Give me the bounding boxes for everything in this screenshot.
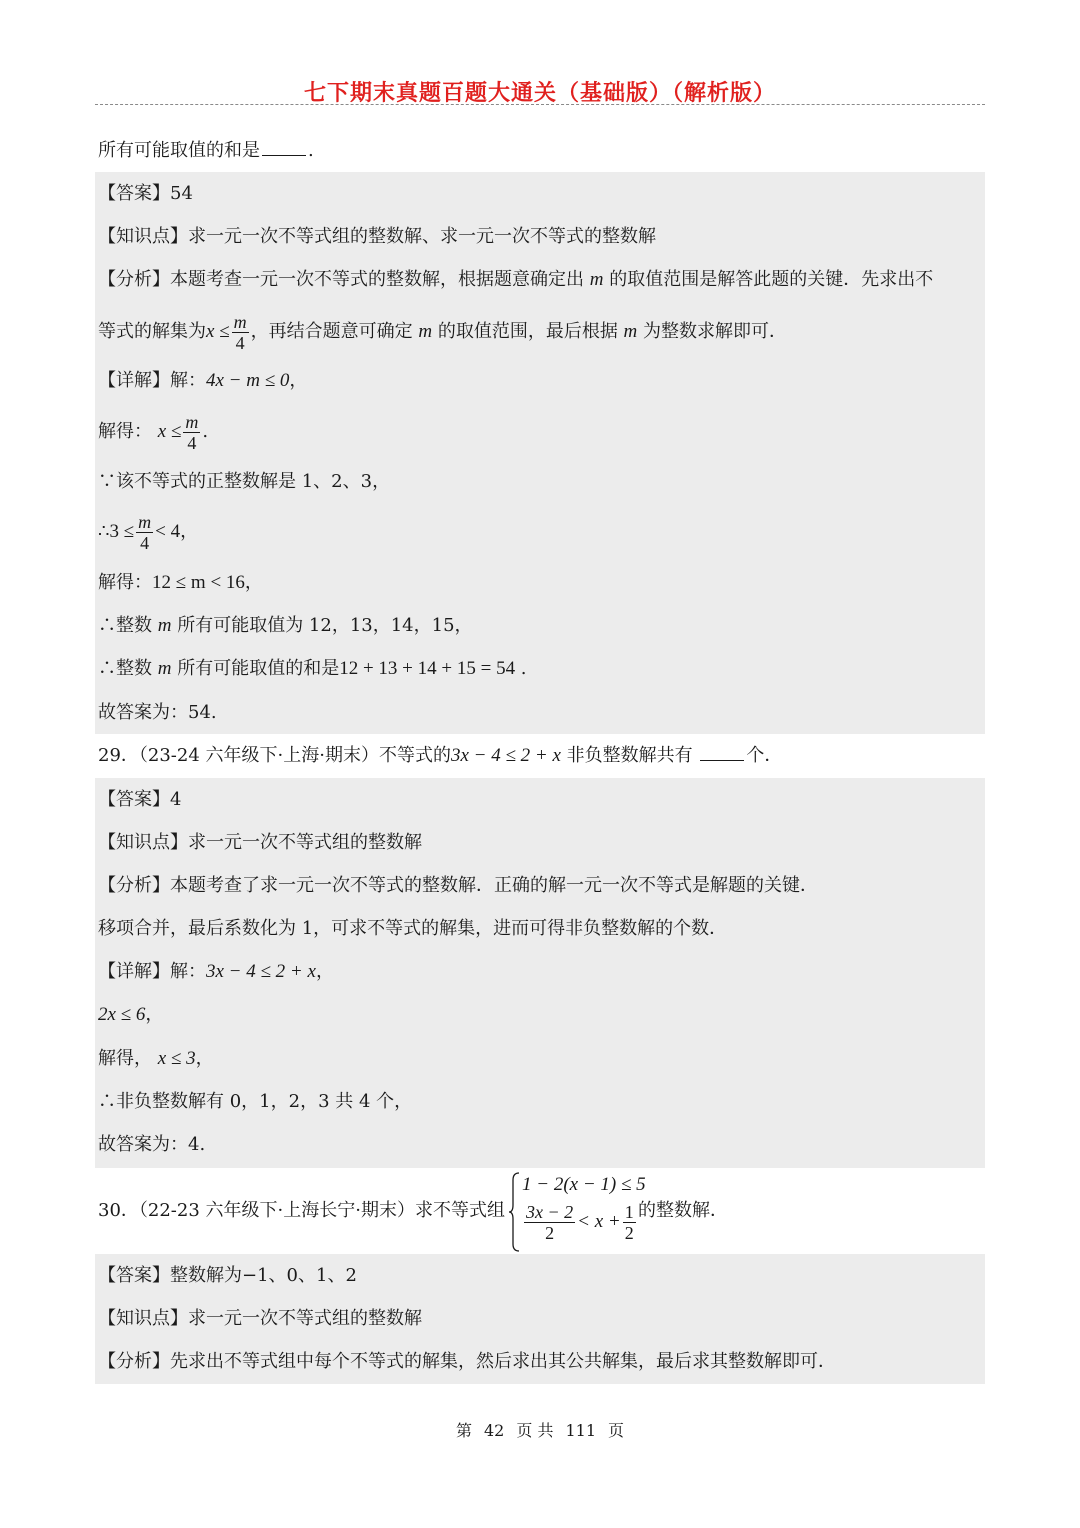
- inequality-system: [508, 1172, 648, 1252]
- q29-answer: 【答案】4: [98, 789, 182, 810]
- q28-detail-therefore: ∴3 ≤ $\frac{m}{4}$ < 4，: [98, 511, 199, 553]
- q29-stem: 29．（23-24 六年级下·上海·期末）不等式的3x − 4 ≤ 2 + x 非负整数解共有 个．: [98, 742, 782, 770]
- fraction-m-over-4: $\frac{m}{4}$: [233, 311, 247, 353]
- page-number: 42: [484, 1421, 505, 1440]
- answer-blank: [700, 742, 744, 761]
- q28-detail-range: 解得：12 ≤ m < 16，: [98, 572, 263, 593]
- q29-final: 故答案为：4.: [98, 1134, 206, 1155]
- q29-analysis-line1: 【分析】本题考查了求一元一次不等式的整数解．正确的解一元一次不等式是解题的关键．: [98, 875, 818, 896]
- q29-detail-line2: 2x ≤ 6，: [98, 1004, 164, 1025]
- q28-answer: 【答案】54: [98, 183, 193, 204]
- q29-detail-line3: 解得， x ≤ 3，: [98, 1048, 214, 1069]
- q30-knowledge: 【知识点】求一元一次不等式组的整数解: [98, 1308, 422, 1329]
- page-total: 111: [565, 1421, 596, 1440]
- header-divider: [95, 104, 985, 105]
- q30-answer: 【答案】整数解为−1、0、1、2: [98, 1265, 357, 1286]
- q29-conclusion: ∴非负整数解有 0，1，2，3 共 4 个，: [98, 1091, 413, 1112]
- system-row-2: $\frac{3x - 2}{2}$ < x + $\frac{1}{2}$: [526, 1202, 634, 1243]
- q28-detail-line1: 【详解】解：4x − m ≤ 0，: [98, 370, 308, 391]
- q28-detail-solve: 解得： x ≤ $\frac{m}{4}$ .: [98, 411, 209, 453]
- q30-stem: 30．（22-23 六年级下·上海长宁·期末）求不等式组: [98, 1200, 505, 1221]
- q28-detail-sum: ∴整数 m 所有可能取值的和是12 + 13 + 14 + 15 = 54 .: [98, 658, 527, 679]
- q28-solution-block: [95, 172, 985, 734]
- q28-analysis-line2: 等式的解集为x ≤ $\frac{m}{4}$ ，再结合题意可确定 m 的取值范围，最后根据 m 为整数求解即可．: [98, 311, 788, 353]
- q30-analysis: 【分析】先求出不等式组中每个不等式的解集，然后求出其公共解集，最后求其整数解即可．: [98, 1351, 836, 1372]
- q28-analysis-line1: 【分析】本题考查一元一次不等式的整数解，根据题意确定出 m 的取值范围是解答此题的关键．先求出不: [98, 269, 934, 290]
- left-brace-icon: [508, 1172, 520, 1252]
- q29-detail-line1: 【详解】解：3x − 4 ≤ 2 + x，: [98, 961, 334, 982]
- fraction-m-over-4: $\frac{m}{4}$: [185, 411, 199, 453]
- q28-stem-tail: 所有可能取值的和是 .: [98, 137, 314, 165]
- q28-detail-because: ∵该不等式的正整数解是 1、2、3，: [98, 471, 391, 492]
- q28-knowledge: 【知识点】求一元一次不等式组的整数解、求一元一次不等式的整数解: [98, 226, 656, 247]
- answer-blank: [262, 137, 306, 156]
- header-title: 七下期末真题百题大通关（基础版）（解析版）: [303, 81, 776, 106]
- q29-knowledge: 【知识点】求一元一次不等式组的整数解: [98, 832, 422, 853]
- page-footer: 第 42 页 共 111 页: [455, 1421, 625, 1440]
- q28-final: 故答案为：54.: [98, 702, 217, 723]
- fraction-m-over-4: $\frac{m}{4}$: [138, 511, 152, 553]
- system-row-1: 1 − 2(x − 1) ≤ 5: [522, 1174, 646, 1195]
- q28-detail-values: ∴整数 m 所有可能取值为 12，13，14，15，: [98, 615, 473, 636]
- q30-stem-end: 的整数解．: [638, 1200, 728, 1221]
- q29-analysis-line2: 移项合并，最后系数化为 1，可求不等式的解集，进而可得非负整数解的个数．: [98, 918, 728, 939]
